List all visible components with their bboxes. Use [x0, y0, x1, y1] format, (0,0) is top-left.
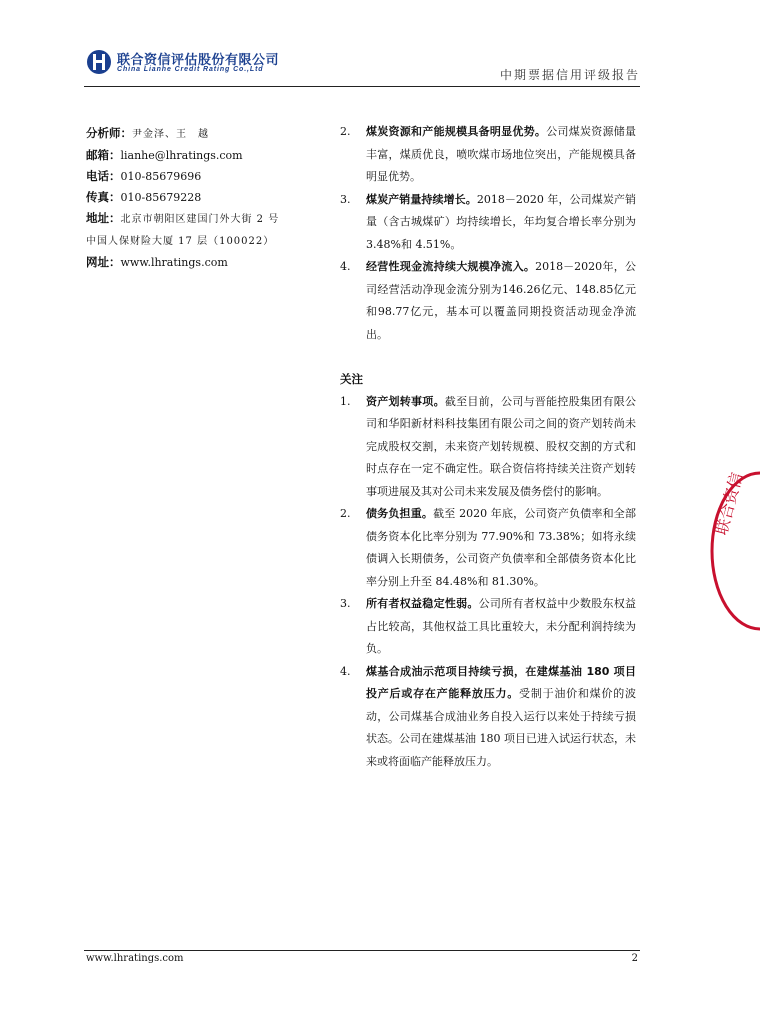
lianhe-logo-icon — [86, 49, 112, 75]
item-number: 3. — [340, 597, 351, 610]
email-value[interactable]: lianhe@lhratings.com — [120, 149, 243, 162]
item-text: 2018－2020 年，公司煤炭产销量（含古城煤矿）均持续增长，年均复合增长率分别为 3.48%和 4.51%。 — [366, 192, 637, 251]
phone-label: 电话： — [86, 169, 121, 183]
web-label: 网址： — [86, 255, 121, 269]
item-text: 公司煤炭资源储量丰富，煤质优良，喷吹煤市场地位突出，产能规模具备明显优势。 — [366, 125, 637, 183]
item-title: 所有者权益稳定性弱。 — [366, 597, 479, 610]
item-text: 截至 2020 年底，公司资产负债率和全部债务资本化比率分别为 77.90%和 73.38%；如将永续债调入长期债务，公司资产负债率和全部债务资本化比率分别上升至 84.48%和 81.30%。 — [366, 507, 636, 588]
company-name-cn: 联合资信评估股份有限公司 — [117, 53, 280, 68]
address-line1: 北京市朝阳区建国门外大街 2 号 — [120, 214, 280, 225]
item-text: 截至目前，公司与晋能控股集团有限公司和华阳新材料科技集团有限公司之间的资产划转尚未完成股权交割，未来资产划转规模、股权交割的方式和时点存在一定不确定性。联合资信将持续关注资产划转事项进展及其对公司未来发展及债务偿付的影响。 — [366, 394, 637, 498]
item-number: 2. — [340, 125, 351, 138]
item-number: 3. — [340, 192, 351, 206]
address-label: 地址： — [86, 211, 121, 225]
item-text: 公司所有者权益中少数股东权益占比较高，其他权益工具比重较大，未分配利润持续为负。 — [366, 597, 636, 655]
address-row-2 — [86, 230, 326, 252]
concerns-heading: 关注 — [340, 372, 363, 386]
seal-text: 联合资信 — [711, 470, 747, 538]
item-title: 经营性现金流持续大规模净流入。 — [366, 260, 536, 273]
contact-info — [86, 123, 326, 273]
concerns-list — [340, 391, 636, 774]
list-item — [340, 391, 636, 504]
analyst-row — [86, 123, 326, 145]
analyst-value: 尹金泽、王 越 — [132, 129, 209, 140]
email-label: 邮箱： — [86, 148, 121, 162]
item-title: 债务负担重。 — [366, 507, 434, 520]
fax-row — [86, 187, 326, 208]
report-type-title: 中期票据信用评级报告 — [499, 68, 640, 82]
email-row — [86, 145, 326, 166]
page-header — [0, 0, 724, 96]
item-number: 2. — [340, 507, 351, 520]
footer-website[interactable]: www.lhratings.com — [86, 953, 184, 964]
fax-value: 010-85679228 — [120, 191, 202, 204]
list-item — [340, 189, 636, 257]
page-number: 2 — [631, 953, 638, 964]
list-item — [340, 661, 636, 774]
item-title: 煤基合成油示范项目持续亏损，在建煤基油 180 项目投产后或存在产能释放压力。 — [366, 664, 636, 700]
address-row — [86, 208, 326, 230]
footer-divider — [84, 950, 640, 951]
header-divider — [84, 86, 640, 87]
list-item — [340, 503, 636, 593]
item-number: 4. — [340, 260, 351, 273]
item-number: 4. — [340, 664, 351, 678]
item-text: 受制于油价和煤价的波动，公司煤基合成油业务自投入运行以来处于持续亏损状态。公司在建煤基油 180 项目已进入试运行状态，未来或将面临产能释放压力。 — [366, 687, 637, 768]
item-number: 1. — [340, 394, 351, 408]
phone-value: 010-85679696 — [120, 170, 202, 183]
list-item — [340, 593, 636, 661]
item-title: 资产划转事项。 — [366, 394, 445, 408]
web-row — [86, 252, 326, 273]
analyst-label: 分析师： — [86, 126, 132, 140]
company-seal-stamp — [700, 466, 760, 636]
company-name-en: China Lianhe Credit Rating Co.,Ltd — [117, 66, 264, 73]
fax-label: 传真： — [86, 190, 121, 204]
strengths-list — [340, 121, 636, 346]
address-line2: 中国人保财险大厦 17 层（100022） — [86, 236, 275, 247]
item-title: 煤炭资源和产能规模具备明显优势。 — [366, 125, 547, 138]
phone-row — [86, 166, 326, 187]
item-text: 2018－2020年，公司经营活动净现金流分别为146.26亿元、148.85亿元和98.77亿元，基本可以覆盖同期投资活动现金净流出。 — [366, 260, 636, 341]
main-content — [340, 121, 636, 773]
item-title: 煤炭产销量持续增长。 — [366, 192, 477, 206]
list-item — [340, 256, 636, 346]
web-value[interactable]: www.lhratings.com — [120, 256, 228, 269]
list-item — [340, 121, 636, 189]
